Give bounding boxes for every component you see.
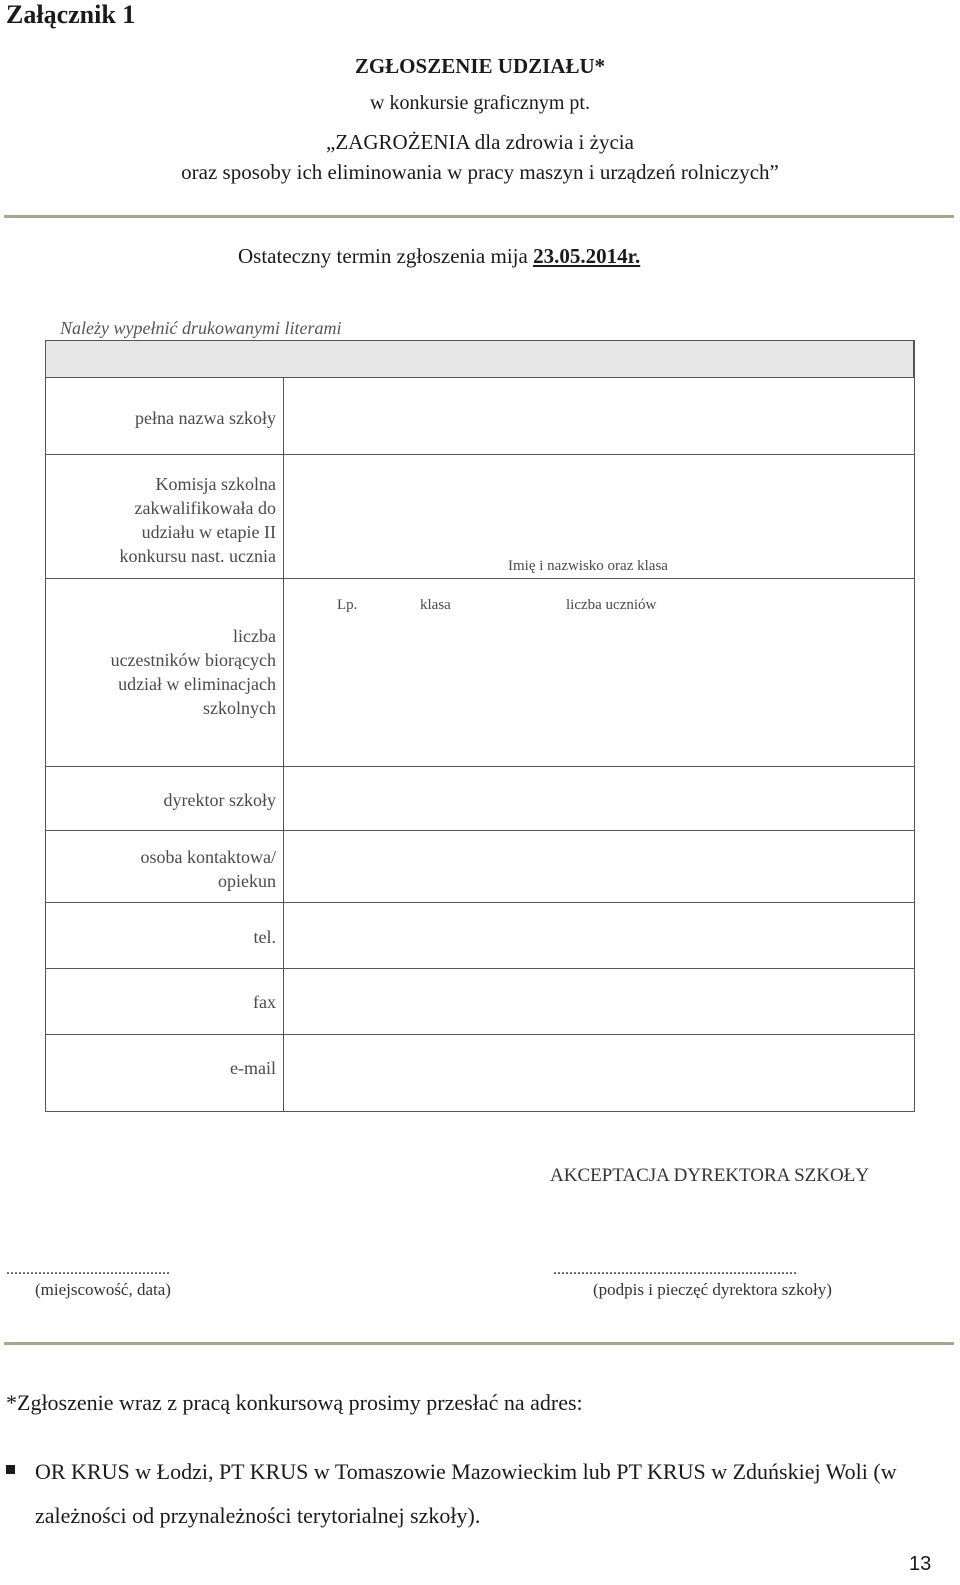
annex-label: Załącznik 1 bbox=[6, 0, 136, 29]
email-label: e-mail bbox=[230, 1058, 276, 1078]
signature-caption: (podpis i pieczęć dyrektora szkoły) bbox=[593, 1280, 832, 1299]
competition-title-line-1: „ZAGROŻENIA dla zdrowia i życia bbox=[326, 130, 634, 154]
director-label: dyrektor szkoły bbox=[163, 790, 276, 810]
footnote: *Zgłoszenie wraz z pracą konkursową prosimy przesłać na adres: bbox=[6, 1390, 583, 1415]
row-divider bbox=[45, 1034, 915, 1035]
contact-person-field[interactable] bbox=[285, 832, 913, 901]
competition-intro: w konkursie graficznym pt. bbox=[370, 92, 590, 114]
deadline-label: Ostateczny termin zgłoszenia mija bbox=[238, 244, 534, 268]
tel-label: tel. bbox=[253, 927, 276, 947]
competition-title-line-2: oraz sposoby ich eliminowania w pracy maszyn i urządzeń rolniczych” bbox=[181, 160, 779, 184]
class-header: klasa bbox=[420, 597, 451, 613]
qualified-student-label: Komisja szkolna zakwalifikowała do udziału w etapie II konkursu nast. ucznia bbox=[119, 474, 276, 566]
deadline-date: 23.05.2014r. bbox=[533, 244, 641, 268]
row-divider bbox=[45, 578, 915, 579]
school-name-field[interactable] bbox=[285, 380, 913, 453]
divider bbox=[4, 215, 954, 218]
place-date-line[interactable]: ......................................... bbox=[6, 1261, 170, 1278]
form-title: ZGŁOSZENIE UDZIAŁU* bbox=[354, 54, 606, 78]
row-divider bbox=[45, 454, 915, 455]
student-count-header: liczba uczniów bbox=[566, 597, 657, 613]
student-column-header: Imię i nazwisko oraz klasa bbox=[508, 558, 668, 574]
director-field[interactable] bbox=[285, 768, 913, 829]
divider bbox=[4, 1342, 954, 1345]
form-column-divider bbox=[283, 378, 284, 1112]
bullet-icon bbox=[6, 1465, 15, 1474]
row-divider bbox=[45, 968, 915, 969]
school-name-label: pełna nazwa szkoły bbox=[135, 408, 276, 428]
fill-instruction: Należy wypełnić drukowanymi literami bbox=[60, 318, 342, 338]
fax-label: fax bbox=[253, 992, 276, 1012]
submission-address: OR KRUS w Łodzi, PT KRUS w Tomaszowie Mazowieckim lub PT KRUS w Zduńskiej Woli (w zależności od przynależności terytorialnej szkoły). bbox=[35, 1459, 897, 1528]
page-number: 13 bbox=[909, 1553, 932, 1575]
row-divider bbox=[45, 830, 915, 831]
email-field[interactable] bbox=[285, 1036, 913, 1110]
deadline-line bbox=[238, 244, 640, 269]
lp-header: Lp. bbox=[337, 597, 358, 613]
contact-person-label: osoba kontaktowa/ opiekun bbox=[140, 847, 276, 891]
qualified-student-field[interactable] bbox=[285, 456, 913, 556]
row-divider bbox=[45, 902, 915, 903]
place-date-caption: (miejscowość, data) bbox=[35, 1280, 171, 1299]
participants-field[interactable] bbox=[285, 620, 913, 765]
tel-field[interactable] bbox=[285, 904, 913, 967]
participants-label: liczba uczestników biorących udział w eliminacjach szkolnych bbox=[110, 626, 276, 718]
fax-field[interactable] bbox=[285, 970, 913, 1033]
row-divider bbox=[45, 766, 915, 767]
signature-line[interactable]: ............................................................. bbox=[553, 1261, 797, 1278]
director-acceptance-title: AKCEPTACJA DYREKTORA SZKOŁY bbox=[550, 1165, 870, 1186]
